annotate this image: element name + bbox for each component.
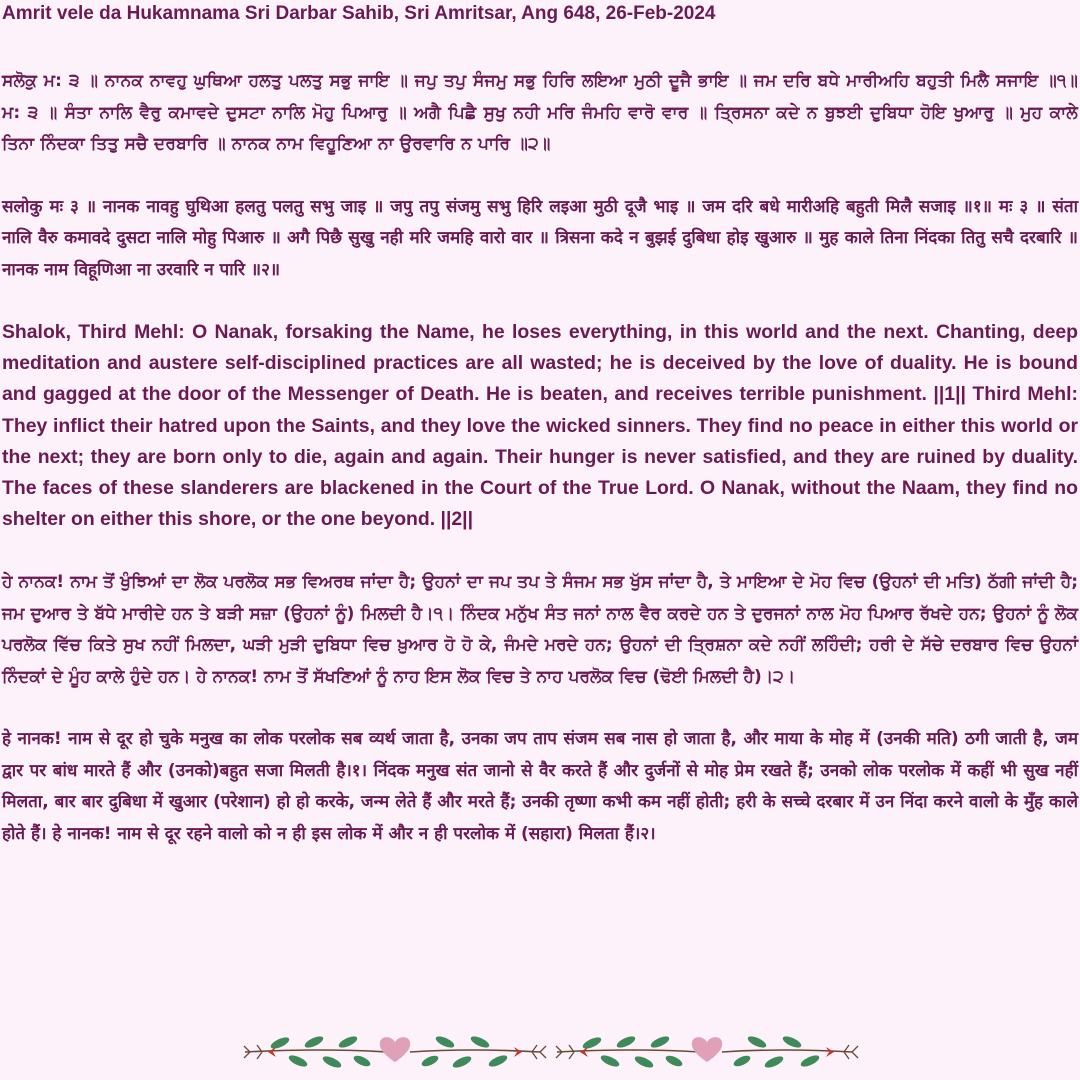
gurmukhi-verse: ਸਲੋਕੁ ਮ: ੩ ॥ ਨਾਨਕ ਨਾਵਹੁ ਘੁਥਿਆ ਹਲਤੁ ਪਲਤੁ ਸਭੁ ਜਾਇ ॥ ਜਪੁ ਤਪੁ ਸੰਜਮੁ ਸਭੁ ਹਿਰਿ ਲਇਆ ਮੁਠੀ ਦੂਜੈ ਭਾਇ ॥ ਜਮ ਦਰਿ ਬਧੇ ਮਾਰੀਅਹਿ ਬਹੁਤੀ ਮਿਲੈ ਸਜਾਇ ॥੧॥ ਮ: ੩ ॥ ਸੰਤਾ ਨਾਲਿ ਵੈਰੁ ਕਮਾਵਦੇ ਦੁਸਟਾ ਨਾਲਿ ਮੋਹੁ ਪਿਆਰੁ ॥ ਅਗੈ ਪਿਛੈ ਸੁਖੁ ਨਹੀ ਮਰਿ ਜੰਮਹਿ ਵਾਰੋ ਵਾਰ ॥ ਤ੍ਰਿਸਨਾ ਕਦੇ ਨ ਬੁਝਈ ਦੁਬਿਧਾ ਹੋਇ ਖੁਆਰੁ ॥ ਮੁਹ ਕਾਲੇ ਤਿਨਾ ਨਿੰਦਕਾ ਤਿਤੁ ਸਚੈ ਦਰਬਾਰਿ ॥ ਨਾਨਕ ਨਾਮ ਵਿਹੂਣਿਆ ਨਾ ਉਰਵਾਰਿ ਨ ਪਾਰਿ ॥੨॥ (2, 71, 1078, 154)
punjabi-explanation: ਹੇ ਨਾਨਕ! ਨਾਮ ਤੋਂ ਖੁੰਝਿਆਂ ਦਾ ਲੋਕ ਪਰਲੋਕ ਸਭ ਵਿਅਰਥ ਜਾਂਦਾ ਹੈ; ਉਹਨਾਂ ਦਾ ਜਪ ਤਪ ਤੇ ਸੰਜਮ ਸਭ ਖੁੱਸ ਜਾਂਦਾ ਹੈ, ਤੇ ਮਾਇਆ ਦੇ ਮੋਹ ਵਿਚ (ਉਹਨਾਂ ਦੀ ਮਤਿ) ਠੱਗੀ ਜਾਂਦੀ ਹੈ; ਜਮ ਦੁਆਰ ਤੇ ਬੱਧੇ ਮਾਰੀਦੇ ਹਨ ਤੇ ਬੜੀ ਸਜ਼ਾ (ਉਹਨਾਂ ਨੂੰ) ਮਿਲਦੀ ਹੈ।੧। ਨਿੰਦਕ ਮਨੁੱਖ ਸੰਤ ਜਨਾਂ ਨਾਲ ਵੈਰ ਕਰਦੇ ਹਨ ਤੇ ਦੁਰਜਨਾਂ ਨਾਲ ਮੋਹ ਪਿਆਰ ਰੱਖਦੇ ਹਨ; ਉਹਨਾਂ ਨੂੰ ਲੋਕ ਪਰਲੋਕ ਵਿੱਚ ਕਿਤੇ ਸੁਖ ਨਹੀਂ ਮਿਲਦਾ, ਘੜੀ ਮੁੜੀ ਦੁਬਿਧਾ ਵਿਚ ਖ਼ੁਆਰ ਹੋ ਹੋ ਕੇ, ਜੰਮਦੇ ਮਰਦੇ ਹਨ; ਉਹਨਾਂ ਦੀ ਤ੍ਰਿਸ਼ਨਾ ਕਦੇ ਨਹੀਂ ਲਹਿੰਦੀ; ਹਰੀ ਦੇ ਸੱਚੇ ਦਰਬਾਰ ਵਿਚ ਉਹਨਾਂ ਨਿੰਦਕਾਂ ਦੇ ਮੂੰਹ ਕਾਲੇ ਹੁੰਦੇ ਹਨ। ਹੇ ਨਾਨਕ! ਨਾਮ ਤੋਂ ਸੱਖਣਿਆਂ ਨੂੰ ਨਾਹ ਇਸ ਲੋਕ ਵਿਚ ਤੇ ਨਾਹ ਪਰਲੋਕ ਵਿਚ (ਢੋਈ ਮਿਲਦੀ ਹੈ)।੨। (2, 572, 1078, 687)
page-title: Amrit vele da Hukamnama Sri Darbar Sahib, Sri Amritsar, Ang 648, 26-Feb-2024 (2, 3, 716, 24)
devanagari-verse: सलोकु मः ३ ॥ नानक नावहु घुथिआ हलतु पलतु सभु जाइ ॥ जपु तपु संजमु सभु हिरि लइआ मुठी दूजै भाइ ॥ जम दरि बधे मारीअहि बहुती मिलै सजाइ ॥१॥ मः ३ ॥ संता नालि वैरु कमावदे दुसटा नालि मोहु पिआरु ॥ अगै पिछै सुखु नही मरि जमहि वारो वार ॥ त्रिसना कदे न बुझई दुबिधा होइ खुआरु ॥ मुह काले तिना निंदका तितु सचै दरबारि ॥ नानक नाम विहूणिआ ना उरवारि न पारि ॥२॥ (2, 196, 1078, 280)
english-translation: Shalok, Third Mehl: O Nanak, forsaking the Name, he loses everything, in this world and the next. Chanting, deep meditation and austere self-disciplined practices are all wasted; he is deceived by the love of duality. He is bound and gagged at the door of the Messenger of Death. He is beaten, and receives terrible punishment. ||1|| Third Mehl: They inflict their hatred upon the Saints, and they love the wicked sinners. They find no peace in either this world or the next; they are born only to die, again and again. Their hunger is never satisfied, and they are ruined by duality. The faces of these slanderers are blackened in the Court of the True Lord. O Nanak, without the Naam, they find no shelter on either this shore, or the one beyond. ||2|| (2, 321, 1078, 531)
hindi-explanation: हे नानक! नाम से दूर हो चुके मनुख का लोक परलोक सब व्यर्थ जाता है, उनका जप ताप संजम सब नास हो जाता है, और माया के मोह में (उनकी मति) ठगी जाती है, जम द्वार पर बांध मारते हैं और (उनको)बहुत सजा मिलती है।१। निंदक मनुख संत जानो से वैर करते हैं और दुर्जनों से मोह प्रेम रखते हैं; उनको लोक परलोक में कहीं भी सुख नहीं मिलता, बार बार दुबिधा में खुआर (परेशान) हो हो करके, जन्म लेते हैं और मरते हैं; उनकी तृष्णा कभी कम नहीं होती; हरी के सच्चे दरबार में उन निंदा करने वालो के मुँह काले होते हैं। हे नानक! नाम से दूर रहने वालो को न ही इस लोक में और न ही परलोक में (सहारा) मिलता हैं।२। (2, 729, 1078, 844)
floral-divider-icon (240, 1030, 860, 1078)
